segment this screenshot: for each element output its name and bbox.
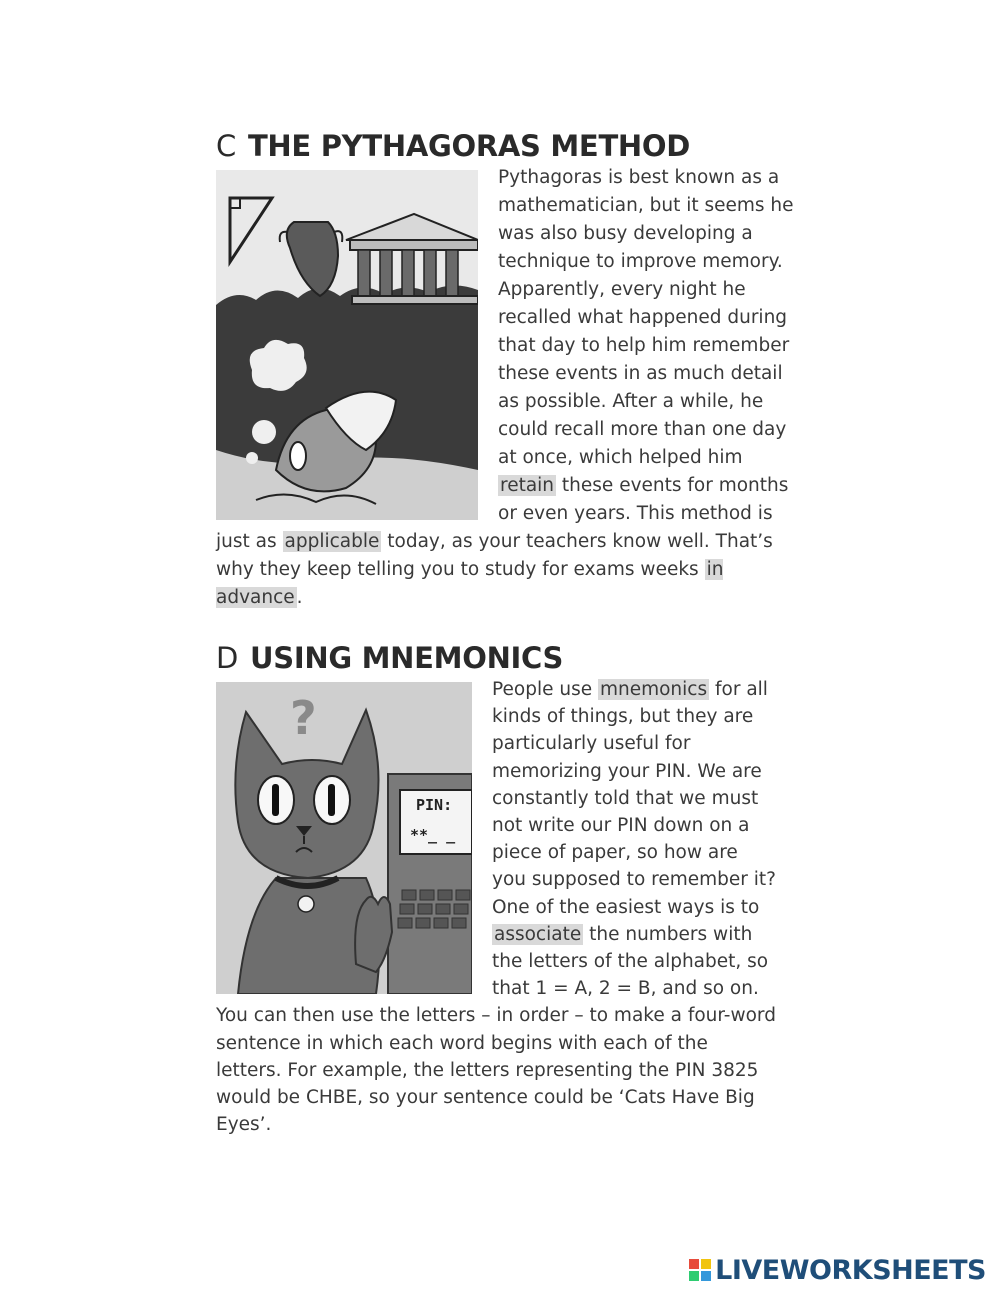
section-heading <box>216 128 796 164</box>
section-letter: C <box>216 129 236 163</box>
liveworksheets-icon <box>689 1259 711 1281</box>
brand-name: LIVEWORKSHEETS <box>715 1254 986 1286</box>
pin-label: PIN: <box>416 796 453 814</box>
paragraph-text: the numbers with the letters of the alphabet, so that 1 = A, 2 = B, and so on. You can then use the letters – in order – to make a four-word sentence in which each word begins with each of the letters. For example, the letters representing the PIN 3825 would be CHBE, so your sentence could be ‘Cats Have Big Eyes’. <box>216 923 776 1136</box>
section-pythagoras-method <box>216 128 796 612</box>
paragraph-text: People use <box>492 679 598 700</box>
section-using-mnemonics <box>216 640 796 1138</box>
question-mark-icon: ? <box>290 691 317 745</box>
pin-entry: **_ _ <box>410 826 456 844</box>
logo-square-blue <box>701 1271 711 1281</box>
paragraph-text: these events for months or even years. This method is just as <box>216 475 789 552</box>
logo-square-green <box>689 1271 699 1281</box>
highlight-word-retain[interactable]: retain <box>500 475 555 496</box>
paragraph-text: Pythagoras is best known as a mathematician, but it seems he was also busy developing a technique to improve memory. Apparently, every night he recalled what happened during that day to help him remember these events in as much detail as possible. After a while, he could recall more than one day at once, which helped him <box>498 167 794 468</box>
highlight-word-applicable[interactable]: applicable <box>284 531 380 552</box>
section-heading <box>216 640 796 676</box>
logo-square-red <box>689 1259 699 1269</box>
paragraph-text: today, as your teachers know well. That’s why they keep telling you to study for exams weeks <box>216 531 773 580</box>
cat-atm-illustration <box>216 682 472 994</box>
highlight-word-mnemonics[interactable]: mnemonics <box>599 679 708 700</box>
highlight-word-associate[interactable]: associate <box>494 923 582 945</box>
paragraph-text: . <box>296 587 303 608</box>
logo-square-yellow <box>701 1259 711 1269</box>
section-letter: D <box>216 641 239 675</box>
highlight-word-in-advance[interactable]: in advance <box>216 559 724 608</box>
pythagoras-illustration <box>216 170 478 520</box>
section-title: USING MNEMONICS <box>250 641 564 675</box>
liveworksheets-logo <box>689 1252 986 1288</box>
paragraph-text: for all kinds of things, but they are particularly useful for memorizing your PIN. We are constantly told that we must not write our PIN down on a piece of paper, so how are you supposed to remember it? One of the easiest ways is to <box>492 679 776 918</box>
section-title: THE PYTHAGORAS METHOD <box>247 129 691 163</box>
